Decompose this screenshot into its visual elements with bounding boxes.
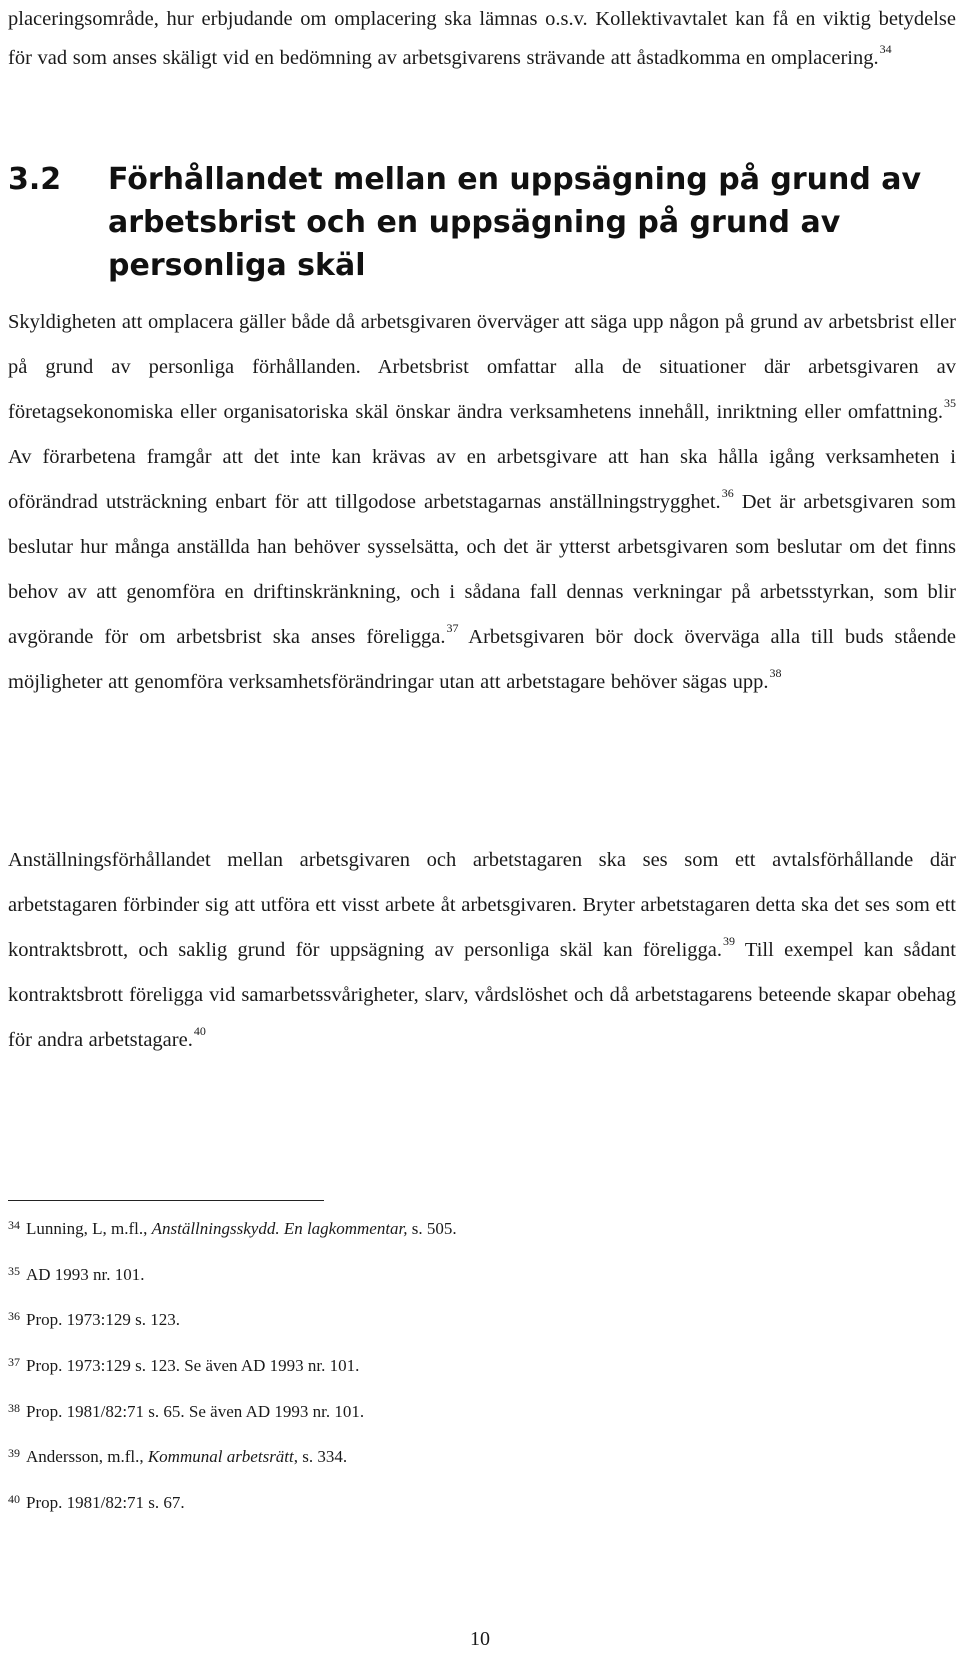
footnote-ref-39: 39	[723, 934, 736, 948]
footnote-text: AD 1993 nr. 101.	[26, 1264, 145, 1284]
footnote-number: 40	[8, 1492, 20, 1507]
section-heading	[8, 158, 956, 287]
footnote-text: Andersson, m.fl.,	[26, 1447, 148, 1467]
footnote-number: 35	[8, 1263, 20, 1278]
footnote-ref-40: 40	[193, 1024, 206, 1038]
footnote-number: 36	[8, 1309, 20, 1324]
paragraph-employment-relationship	[8, 838, 956, 1063]
section-number: 3.2	[8, 162, 62, 197]
footnote-ref-36: 36	[721, 486, 734, 500]
footnote-text: Prop. 1973:129 s. 123.	[26, 1310, 180, 1330]
footnote-number: 39	[8, 1446, 20, 1461]
footnote-ref-38: 38	[769, 666, 782, 680]
footnote-separator	[8, 1200, 324, 1201]
footnote-number: 38	[8, 1400, 20, 1415]
paragraph1-seg4: Arbetsgivaren bör dock överväga alla till buds stående möjligheter att genomföra verksamhetsförändringar utan att arbetstagare behöver sägas upp.	[8, 626, 956, 693]
footnote-item	[8, 1488, 908, 1534]
section-title-line3: personliga skäl	[108, 248, 366, 283]
footnote-ref-37: 37	[446, 621, 459, 635]
paragraph1-seg3: Det är arbetsgivaren som beslutar hur många anställda han behöver sysselsätta, och det är ytterst arbetsgivaren som beslutar om det finns behov av att genomföra en driftinskränkning, och i sådana fall dennas verkningar på arbetsstyrkan, som blir avgörande för om arbetsbrist ska anses föreligga.	[8, 491, 956, 648]
paragraph1-seg2: Av förarbetena framgår att det inte kan krävas av en arbetsgivare att han ska hålla igång verksamheten i oförändrad utsträckning enbart för att tillgodose arbetstagarnas anställningstrygghet.	[8, 446, 956, 513]
footnote-item	[8, 1260, 908, 1306]
paragraph2-seg2: Till exempel kan sådant kontraktsbrott föreligga vid samarbetssvårigheter, slarv, vårdslöshet och då arbetstagarens beteende skapar obehag för andra arbetstagare.	[8, 939, 956, 1051]
intro-text: placeringsområde, hur erbjudande om omplacering ska lämnas o.s.v. Kollektivavtalet kan få en viktig betydelse för vad som anses skäligt vid en bedömning av arbetsgivarens strävande att åstadkomma en omplacering.	[8, 8, 956, 69]
footnote-text: Lunning, L, m.fl.,	[26, 1219, 152, 1238]
footnote-title: Kommunal arbetsrätt	[147, 1447, 294, 1467]
footnote-item	[8, 1214, 908, 1260]
paragraph1-seg1: Skyldigheten att omplacera gäller både då arbetsgivaren överväger att säga upp någon på grund av arbetsbrist eller på grund av personliga förhållanden. Arbetsbrist omfattar alla de situationer där arbetsgivaren av företagsekonomiska eller organisatoriska skäl önskar ändra verksamhetens innehåll, inriktning eller omfattning.	[8, 311, 956, 423]
footnote-item	[8, 1351, 908, 1397]
footnote-title: Anställningsskydd. En lagkommentar,	[151, 1219, 408, 1238]
footnote-ref-35: 35	[944, 396, 956, 410]
section-title-line1: Förhållandet mellan en uppsägning på grund av	[108, 162, 922, 197]
footnote-text-post: , s. 334.	[293, 1447, 348, 1467]
section-title-line2: arbetsbrist och en uppsägning på grund av	[108, 205, 841, 240]
paragraph-redeployment	[8, 300, 956, 705]
footnote-item	[8, 1442, 908, 1488]
footnote-text: Prop. 1973:129 s. 123. Se även AD 1993 nr. 101.	[26, 1356, 360, 1376]
footnote-number: 34	[8, 1218, 20, 1232]
intro-paragraph	[8, 0, 956, 78]
footnote-text-post: s. 505.	[407, 1219, 457, 1238]
footnote-text: Prop. 1981/82:71 s. 65. Se även AD 1993 nr. 101.	[26, 1401, 365, 1421]
footnote-list	[8, 1214, 908, 1534]
footnote-item	[8, 1305, 908, 1351]
paragraph2-seg1: Anställningsförhållandet mellan arbetsgivaren och arbetstagaren ska ses som ett avtalsförhållande där arbetstagaren förbinder sig att utföra ett visst arbete åt arbetsgivaren. Bryter arbetstagaren detta ska det ses som ett kontraktsbrott, och saklig grund för uppsägning av personliga skäl kan föreligga.	[8, 849, 956, 961]
page-number: 10	[470, 1628, 490, 1650]
footnote-number: 37	[8, 1355, 20, 1370]
footnote-ref-34: 34	[879, 42, 892, 56]
footnote-text: Prop. 1981/82:71 s. 67.	[26, 1493, 185, 1513]
footnote-item	[8, 1397, 908, 1443]
